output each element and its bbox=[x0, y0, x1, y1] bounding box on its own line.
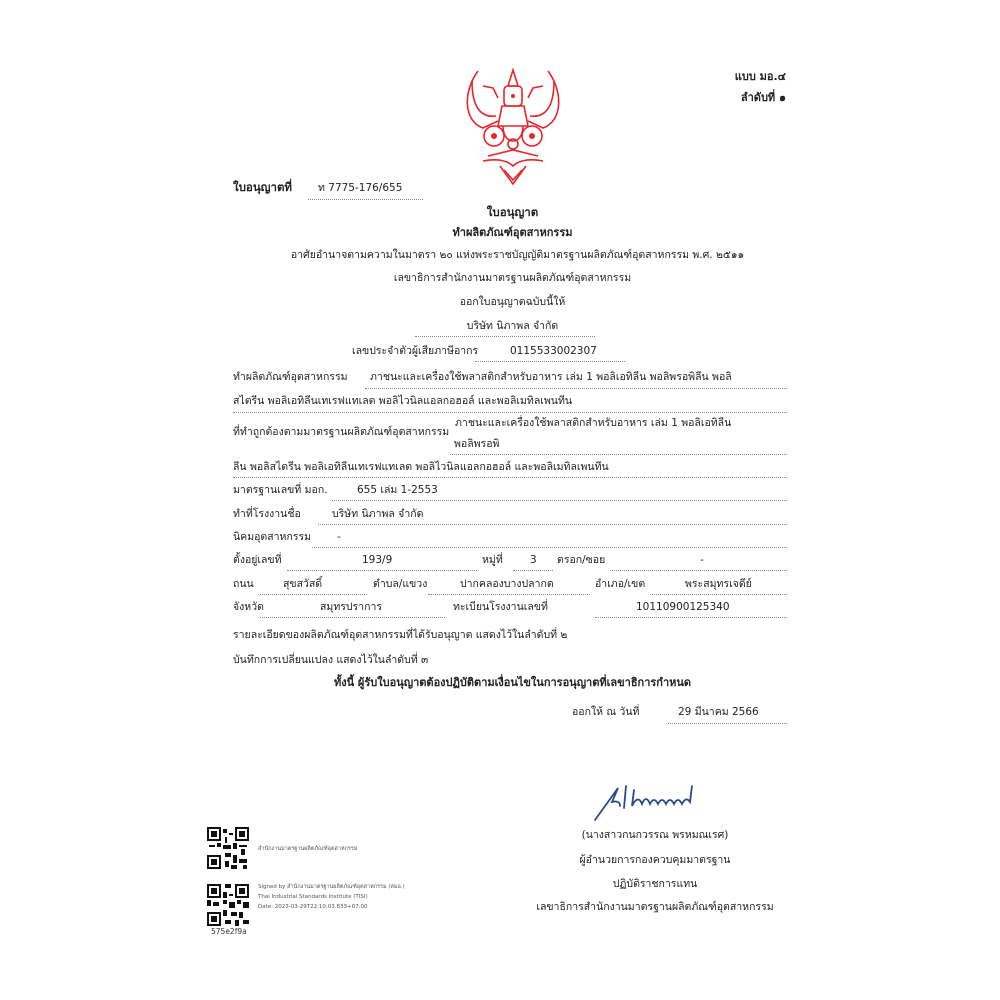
issued-date-label: ออกให้ ณ วันที่ bbox=[572, 706, 640, 718]
company-underline bbox=[415, 336, 595, 337]
province-underline bbox=[260, 617, 445, 618]
subdistrict-underline bbox=[428, 594, 590, 595]
factory-reg-underline bbox=[595, 617, 787, 618]
standard-product-line-2: พอลิพรอพิ bbox=[454, 438, 500, 450]
house-number-label: ตั้งอยู่เลขที่ bbox=[233, 554, 282, 566]
title-industrial-product: ทำผลิตภัณฑ์อุตสาหกรรม bbox=[452, 226, 573, 239]
factory-name-label: ทำที่โรงงานชื่อ bbox=[233, 508, 301, 520]
signatory-position-1: ผู้อำนวยการกองควบคุมมาตรฐาน bbox=[579, 854, 731, 866]
issued-date-value: 29 มีนาคม 2566 bbox=[678, 706, 759, 718]
standard-product-line-3: ลีน พอลิสไตรีน พอลิเอทิลีนเทเรฟแทเลต พอลิไวนิลแอลกอฮอล์ และพอลิเมทิลเพนทีน bbox=[233, 461, 609, 473]
moo-value: 3 bbox=[530, 554, 537, 566]
standard-product-label: ที่ทำถูกต้องตามมาตรฐานผลิตภัณฑ์อุตสาหกรรม bbox=[233, 426, 450, 438]
tax-id-value: 0115533002307 bbox=[510, 345, 597, 357]
standard-number-value: 655 เล่ม 1-2553 bbox=[357, 484, 438, 496]
signatory-position-2: ปฏิบัติราชการแทน bbox=[612, 878, 698, 890]
industrial-estate-underline bbox=[312, 547, 787, 548]
subdistrict-value: ปากคลองบางปลากด bbox=[460, 578, 554, 590]
title-secretary: เลขาธิการสำนักงานมาตรฐานผลิตภัณฑ์อุตสาหกรรม bbox=[393, 272, 632, 284]
standard-number-label: มาตรฐานเลขที่ มอก. bbox=[233, 484, 328, 496]
product-label: ทำผลิตภัณฑ์อุตสาหกรรม bbox=[233, 371, 348, 383]
form-code: แบบ มอ.๔ bbox=[734, 70, 786, 83]
title-license: ใบอนุญาต bbox=[486, 205, 539, 219]
qr-code-id: 575e2f9a bbox=[211, 927, 247, 936]
license-number-underline bbox=[308, 199, 423, 200]
signature-qr-code-icon[interactable] bbox=[207, 884, 249, 926]
factory-name-value: บริษัท นิภาพล จำกัด bbox=[332, 508, 424, 520]
product-underline-2 bbox=[233, 412, 787, 413]
standard-product-line-1: ภาชนะและเครื่องใช้พลาสติกสำหรับอาหาร เล่ม 1 พอลิเอทิลีน bbox=[455, 417, 732, 429]
license-number-value: ท 7775-176/655 bbox=[318, 182, 403, 194]
factory-name-underline bbox=[318, 524, 787, 525]
moo-underline bbox=[513, 570, 553, 571]
signed-by-text: Signed by สำนักงานมาตรฐานผลิตภัณฑ์อุตสาหกรรม (สมอ.) bbox=[258, 884, 405, 890]
signatory-position-3: เลขาธิการสำนักงานมาตรฐานผลิตภัณฑ์อุตสาหกรรม bbox=[536, 901, 774, 913]
changes-note: บันทึกการเปลี่ยนแปลง แสดงไว้ในลำดับที่ ๓ bbox=[233, 654, 429, 666]
house-number-underline bbox=[287, 570, 477, 571]
district-underline bbox=[650, 594, 787, 595]
institute-text: Thai Industrial Standards Institute (TISI) bbox=[258, 894, 368, 900]
qr-caption: สำนักงานมาตรฐานผลิตภัณฑ์อุตสาหกรรม bbox=[258, 846, 358, 852]
issued-date-underline bbox=[668, 723, 787, 724]
qr-code-icon[interactable] bbox=[207, 827, 249, 869]
district-label: อำเภอ/เขต bbox=[595, 578, 646, 590]
tax-id-underline bbox=[475, 361, 625, 362]
license-number-label: ใบอนุญาตที่ bbox=[233, 180, 292, 194]
signature-icon bbox=[590, 780, 710, 825]
subdistrict-label: ตำบล/แขวง bbox=[373, 578, 428, 590]
signature-date-text: Date: 2023-03-29T22:10:03.833+07:00 bbox=[258, 904, 368, 910]
soi-underline bbox=[610, 570, 787, 571]
industrial-estate-label: นิคมอุตสาหกรรม bbox=[233, 531, 312, 543]
product-line-1: ภาชนะและเครื่องใช้พลาสติกสำหรับอาหาร เล่ม 1 พอลิเอทิลีน พอลิพรอพิลีน พอลิ bbox=[370, 371, 732, 383]
standard-number-underline bbox=[332, 500, 787, 501]
province-label: จังหวัด bbox=[233, 601, 264, 613]
title-authority: อาศัยอำนาจตามความในมาตรา ๒๐ แห่งพระราชบัญญัติมาตรฐานผลิตภัณฑ์อุตสาหกรรม พ.ศ. ๒๕๑๑ bbox=[290, 249, 745, 261]
soi-value: - bbox=[700, 554, 704, 566]
house-number-value: 193/9 bbox=[362, 554, 393, 566]
industrial-estate-value: - bbox=[337, 531, 341, 543]
province-value: สมุทรปราการ bbox=[320, 601, 382, 613]
details-note: รายละเอียดของผลิตภัณฑ์อุตสาหกรรมที่ได้รับอนุญาต แสดงไว้ในลำดับที่ ๒ bbox=[233, 629, 568, 641]
licensee-company: บริษัท นิภาพล จำกัด bbox=[466, 320, 559, 332]
form-code-block bbox=[735, 66, 786, 108]
condition-note: ทั้งนี้ ผู้รับใบอนุญาตต้องปฏิบัติตามเงื่อนไขในการอนุญาตที่เลขาธิการกำหนด bbox=[333, 676, 692, 689]
road-label: ถนน bbox=[233, 578, 254, 590]
factory-reg-value: 10110900125340 bbox=[636, 601, 730, 613]
garuda-emblem-icon bbox=[458, 66, 568, 186]
factory-reg-label: ทะเบียนโรงงานเลขที่ bbox=[453, 601, 548, 613]
sequence-number: ลำดับที่ ๑ bbox=[740, 91, 786, 104]
standard-product-underline-1 bbox=[450, 454, 787, 455]
signatory-name: (นางสาวกนกวรรณ พรหมณเรศ) bbox=[581, 829, 729, 841]
district-value: พระสมุทรเจดีย์ bbox=[685, 578, 752, 590]
tax-id-label: เลขประจำตัวผู้เสียภาษีอากร bbox=[352, 345, 479, 357]
road-underline bbox=[260, 594, 367, 595]
title-issue-to: ออกใบอนุญาตฉบับนี้ให้ bbox=[459, 296, 566, 308]
road-value: สุขสวัสดิ์ bbox=[283, 578, 323, 590]
product-underline-1 bbox=[365, 388, 787, 389]
standard-product-underline-2 bbox=[233, 477, 787, 478]
product-line-2: สไตรีน พอลิเอทิลีนเทเรฟแทเลต พอลิไวนิลแอลกอฮอล์ และพอลิเมทิลเพนทีน bbox=[233, 395, 573, 407]
soi-label: ตรอก/ซอย bbox=[557, 554, 606, 566]
moo-label: หมู่ที่ bbox=[482, 554, 503, 566]
